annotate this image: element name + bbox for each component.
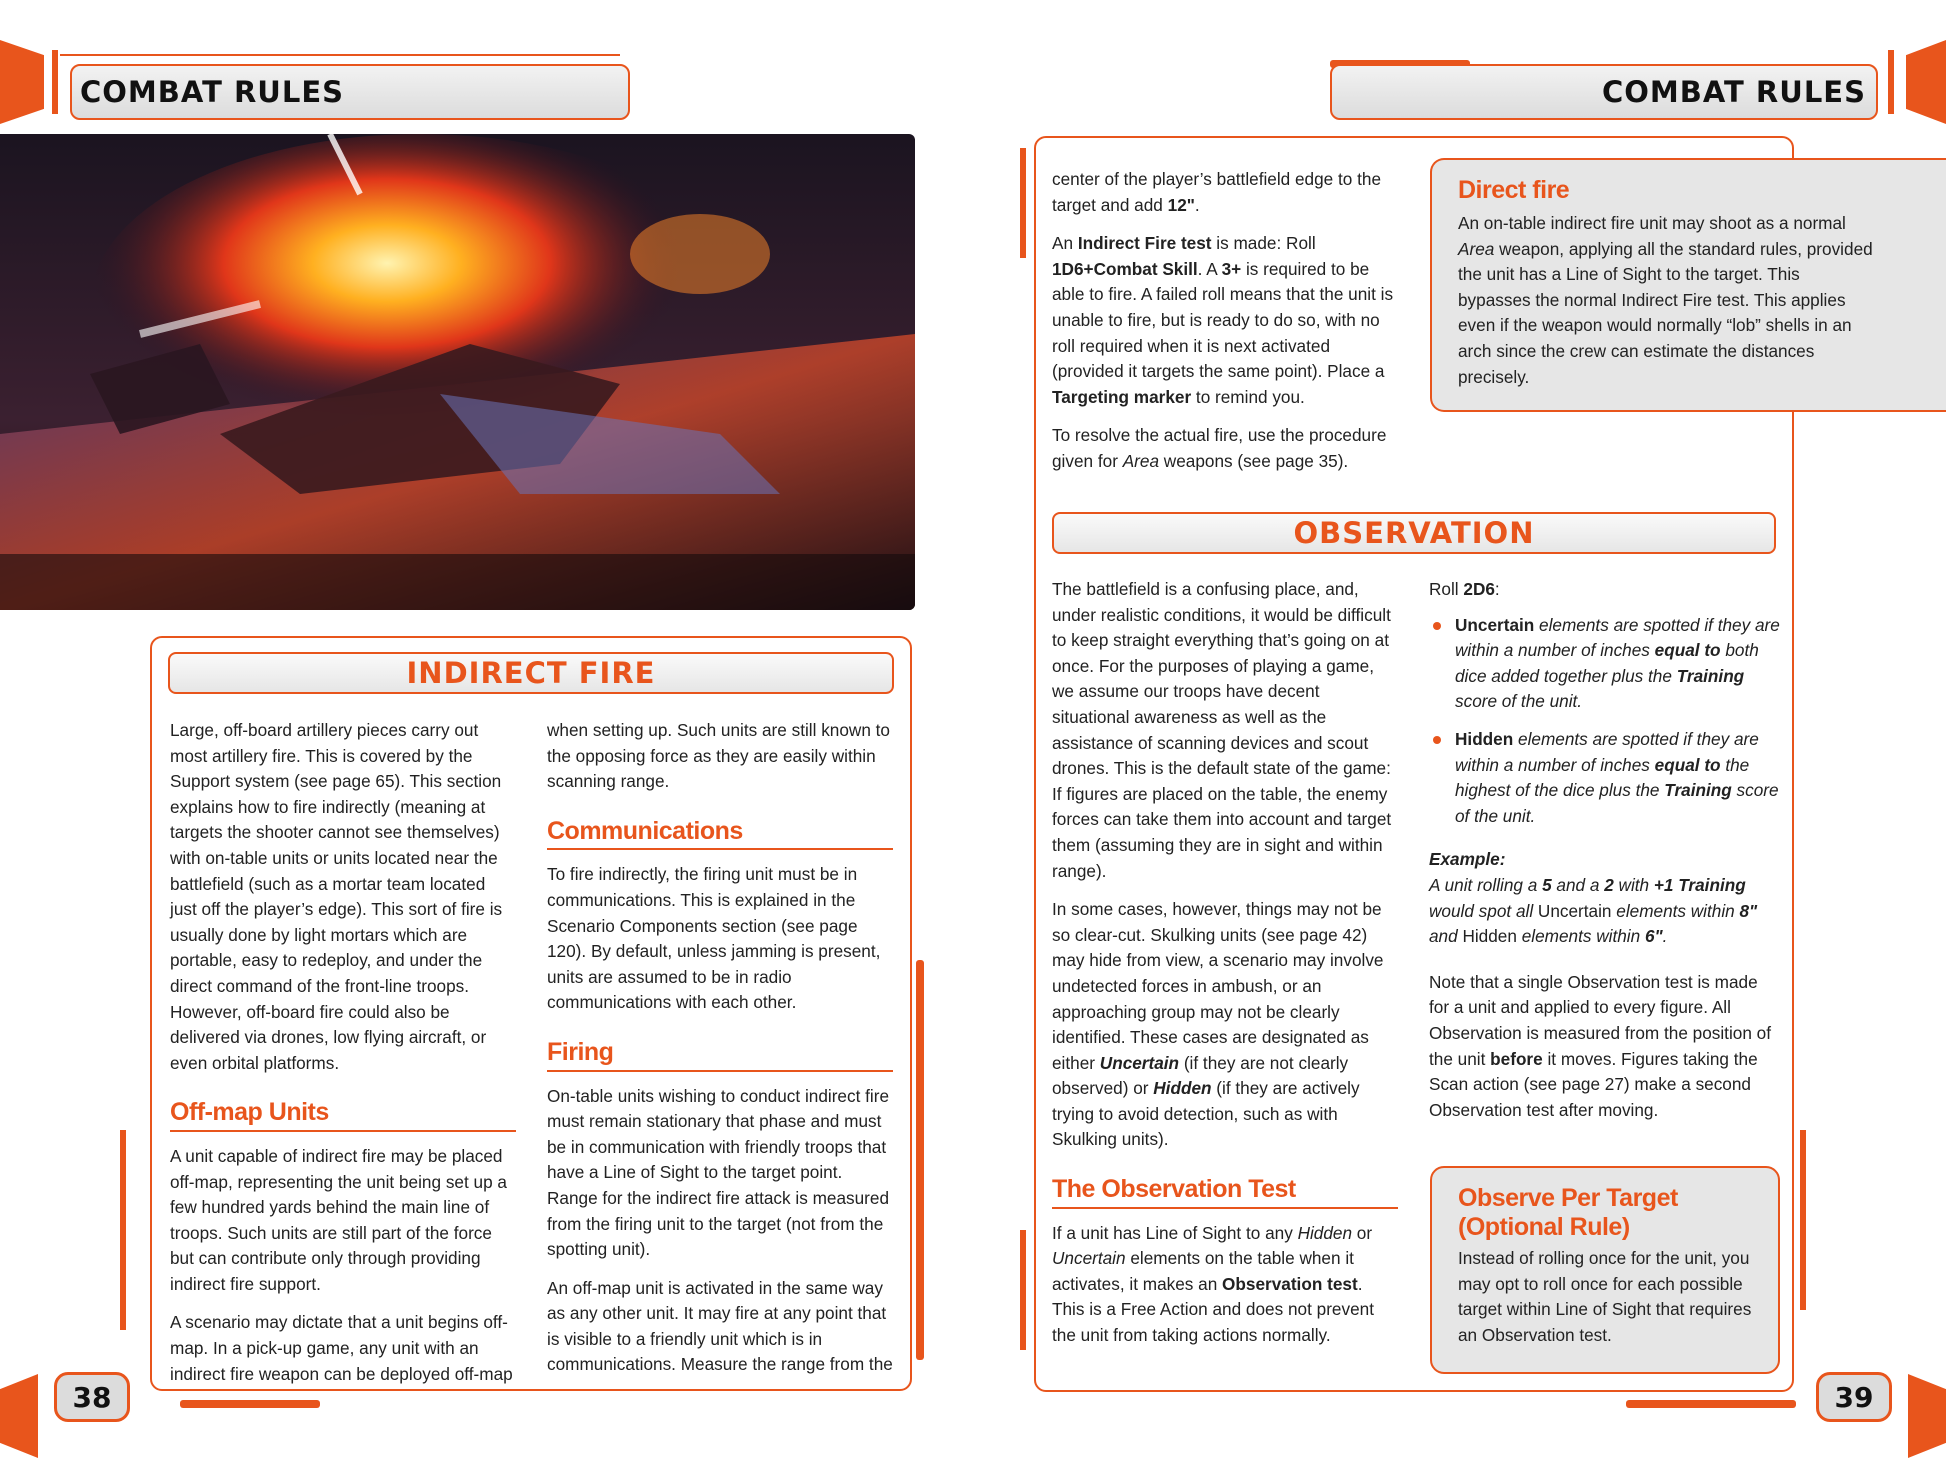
- list-item-hidden: Hidden elements are spotted if they are within a number of inches equal to the highest of the dice plus the Training score of the unit.: [1455, 727, 1781, 829]
- example-block: Example: A unit rolling a 5 and a 2 with +1 Training would spot all Uncertain elements within 8" and Hidden elements within 6".: [1429, 849, 1758, 947]
- paragraph: An off-map unit is activated in the same way as any other unit. It may fire at any point that is visible to a friendly unit which is in communications. Measure the range from the: [547, 1277, 893, 1375]
- observe-per-target-box: [1430, 1166, 1780, 1374]
- section-title-observation: OBSERVATION: [1293, 516, 1535, 550]
- spotting-list: [1429, 613, 1781, 830]
- right-top-column: [1052, 167, 1402, 488]
- paragraph: when setting up. Such units are still known to the opposing force as they are easily within scanning range.: [547, 720, 890, 792]
- list-item-uncertain: Uncertain elements are spotted if they are within a number of inches equal to both dice added together plus the Training score of the unit.: [1455, 613, 1781, 715]
- header-banner-left: [70, 64, 630, 120]
- paragraph: An Indirect Fire test is made: Roll 1D6+Combat Skill. A 3+ is required to be able to fire. A failed roll means that the unit is unable to fire, but is ready to do so, with no roll required when it is next activated (provided it targets the same point). Place a Targeting marker to remind you.: [1052, 233, 1394, 407]
- paragraph: center of the player’s battlefield edge to the target and add 12".: [1052, 169, 1382, 215]
- side-bracket-right: [916, 960, 924, 1360]
- right-edge-bracket: [1800, 1130, 1806, 1310]
- paragraph: Large, off-board artillery pieces carry out most artillery fire. This is covered by the Support system (see page 65). This section explains how to fire indirectly (meaning at targets the shooter cannot see themselves) with on-table units or units located near the battlefield (such as a mortar team located just off the player’s edge). This sort of fire is usually done by light mortars which are portable, easy to redeploy, and under the direct command of the front-line troops. However, off-board fire could also be delivered via drones, low flying aircraft, or even orbital platforms.: [170, 720, 503, 1073]
- header-banner-right: [1330, 64, 1878, 120]
- paragraph: To fire indirectly, the firing unit must be in communications. This is explained in the Scenario Components section (see page 120). By default, unless jamming is present, units are assumed to be in radio communications with each other.: [547, 864, 881, 1013]
- page-number-39: 39: [1834, 1380, 1874, 1414]
- footer-bar-left: [0, 1374, 38, 1458]
- page-number-left: [54, 1372, 130, 1422]
- observation-column-2: [1429, 577, 1781, 1136]
- header-title-left: COMBAT RULES: [80, 75, 345, 109]
- direct-fire-box: [1430, 158, 1946, 412]
- header-bar-right: [1906, 40, 1946, 124]
- observation-column-1: [1052, 577, 1398, 1362]
- observation-title-bar: [1052, 512, 1776, 554]
- paragraph: To resolve the actual fire, use the procedure given for Area weapons (see page 35).: [1052, 425, 1387, 471]
- indirect-fire-title-bar: [168, 652, 894, 694]
- paragraph: On-table units wishing to conduct indirect fire must remain stationary that phase and must be in communication with friendly troops that have a Line of Sight to the target point. Range for the indirect fire attack is measured from the firing unit to the target (not from the spotting unit).: [547, 1085, 890, 1260]
- battle-illustration: [0, 134, 915, 610]
- paragraph: If a unit has Line of Sight to any Hidden or Uncertain elements on the table when it activates, it makes an Observation test. This is a Free Action and does not prevent the unit from taking actions normally.: [1052, 1222, 1374, 1346]
- footer-stripe-right: [1626, 1400, 1796, 1408]
- paragraph: Note that a single Observation test is made for a unit and applied to every figure. All Observation is measured from the position of the unit before it moves. Figures taking the Scan action (see page 27) make a second Observation test after moving.: [1429, 971, 1772, 1120]
- right-panel-bracket: [1020, 148, 1026, 258]
- page-number-38: 38: [72, 1380, 112, 1414]
- paragraph: The battlefield is a confusing place, and, under realistic conditions, it would be difficult to keep straight everything that’s going on at once. For the purposes of playing a game, we assume our troops have decent situational awareness as well as the assistance of scanning devices and scout drones. This is the default state of the game: If figures are placed on the table, the enemy forces can take them into account and target them (assuming they are in sight and within range).: [1052, 579, 1392, 881]
- section-title-indirect-fire: INDIRECT FIRE: [406, 656, 656, 690]
- header-line-left: [60, 54, 620, 56]
- left-column-1: [170, 718, 516, 1400]
- roll-line: Roll 2D6:: [1429, 579, 1500, 599]
- paragraph: A unit capable of indirect fire may be placed off-map, representing the unit being set up a few hundred yards behind the main line of troops. Such units are still part of the force but can contribute only through providing indirect fire support.: [170, 1145, 507, 1294]
- direct-fire-text: An on-table indirect fire unit may shoot as a normal Area weapon, applying all the standard rules, provided the unit has a Line of Sight to the target. This bypasses the normal Indirect Fire test. This applies even if the weapon would normally “lob” shells in an arch since the crew can estimate the distances precisely.: [1458, 213, 1873, 387]
- direct-fire-title: Direct fire: [1458, 176, 1570, 204]
- heading-off-map-units: Off-map Units: [170, 1100, 516, 1132]
- header-bar-left: [0, 40, 44, 124]
- footer-stripe-left: [180, 1400, 320, 1408]
- paragraph: A scenario may dictate that a unit begins off-map. In a pick-up game, any unit with an indirect fire weapon can be deployed off-map: [170, 1312, 513, 1384]
- header-stripe-left: [52, 50, 58, 114]
- paragraph: In some cases, however, things may not be so clear-cut. Skulking units (see page 42) may hide from view, a scenario may involve undetected forces in ambush, or an approaching group may not be clearly identified. These cases are designated as either Uncertain (if they are not clearly observed) or Hidden (if they are actively trying to avoid detection, such as with Skulking units).: [1052, 899, 1384, 1150]
- right-panel-bracket-bottom: [1020, 1230, 1026, 1350]
- heading-observation-test: The Observation Test: [1052, 1177, 1398, 1209]
- observe-box-title: Observe Per Target (Optional Rule): [1458, 1184, 1678, 1241]
- left-column-2: [547, 718, 893, 1391]
- side-bracket-left: [120, 1130, 126, 1330]
- header-stripe-right-3: [1888, 50, 1894, 114]
- heading-firing: Firing: [547, 1040, 893, 1072]
- battle-illustration-art: [0, 134, 915, 610]
- footer-bar-right: [1908, 1374, 1946, 1458]
- header-title-right: COMBAT RULES: [1601, 75, 1866, 109]
- page-number-right: [1816, 1372, 1892, 1422]
- heading-communications: Communications: [547, 819, 893, 851]
- observe-box-text: Instead of rolling once for the unit, you may opt to roll once for each possible target within Line of Sight that requires an Observation test.: [1458, 1248, 1752, 1345]
